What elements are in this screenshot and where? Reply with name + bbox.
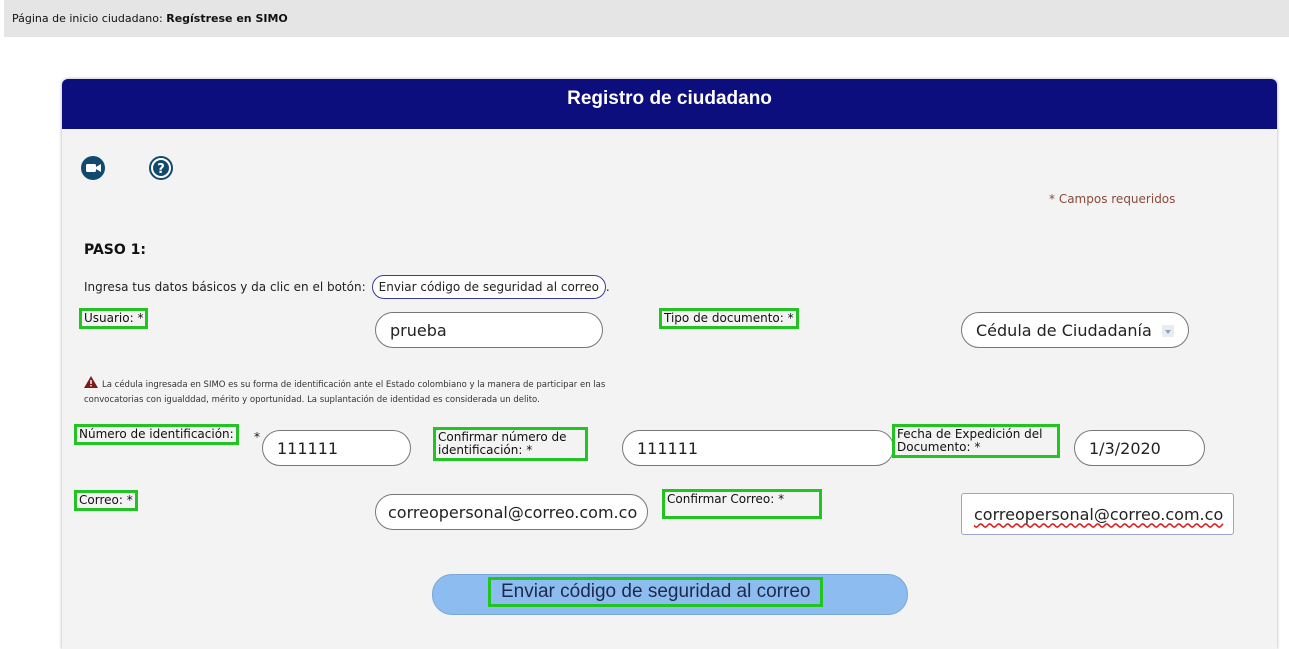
correo-label: Correo: *	[74, 490, 138, 511]
step-title: PASO 1:	[84, 242, 147, 258]
send-security-code-label: Enviar código de seguridad al correo	[488, 577, 823, 607]
registration-card	[62, 79, 1277, 649]
tipo-documento-label: Tipo de documento: *	[659, 308, 799, 329]
video-camera-icon[interactable]	[80, 155, 106, 181]
confirmar-numero-label	[433, 427, 588, 461]
confirmar-numero-value: 111111	[637, 438, 699, 458]
correo-input[interactable]	[375, 494, 648, 530]
numero-identificacion-label: Número de identificación:	[74, 424, 239, 445]
numero-identificacion-required: *	[254, 430, 260, 444]
correo-value: correopersonal@correo.com.co	[388, 502, 638, 522]
identity-warning	[84, 376, 684, 407]
fecha-expedicion-input[interactable]	[1074, 430, 1205, 466]
required-fields-note: * Campos requeridos	[1049, 192, 1176, 206]
fecha-expedicion-value: 1/3/2020	[1089, 438, 1161, 458]
confirmar-correo-value: correopersonal@correo.com.co	[974, 504, 1224, 524]
confirmar-correo-input[interactable]	[961, 493, 1234, 535]
top-breadcrumb-bar	[4, 0, 1289, 37]
instruction-text: Ingresa tus datos básicos y da clic en el botón:	[84, 280, 366, 294]
numero-identificacion-input[interactable]	[262, 430, 411, 466]
warning-icon	[84, 376, 98, 393]
fecha-expedicion-label	[892, 424, 1060, 458]
fecha-expedicion-label-2: Documento: *	[897, 440, 981, 454]
card-header	[62, 79, 1277, 129]
confirmar-correo-label: Confirmar Correo: *	[662, 489, 822, 519]
svg-text:?: ?	[157, 162, 165, 177]
warning-line-2: convocatorias con igualddad, mérito y oportunidad. La suplantación de identidad es considerada un delito.	[84, 395, 540, 405]
instruction-line	[84, 275, 610, 299]
send-security-code-button[interactable]	[432, 574, 908, 615]
chevron-down-icon	[1162, 325, 1174, 337]
breadcrumb	[12, 12, 288, 25]
tipo-documento-value: Cédula de Ciudadanía	[976, 320, 1152, 340]
instruction-inline-button: Enviar código de seguridad al correo	[372, 275, 606, 299]
breadcrumb-prefix: Página de inicio ciudadano:	[12, 12, 163, 25]
confirmar-numero-input[interactable]	[622, 430, 894, 466]
tipo-documento-select[interactable]	[961, 312, 1189, 348]
numero-identificacion-value: 111111	[277, 438, 339, 458]
usuario-input[interactable]	[375, 312, 603, 348]
usuario-value: prueba	[390, 320, 447, 340]
usuario-label: Usuario: *	[79, 308, 148, 329]
breadcrumb-current: Regístrese en SIMO	[166, 12, 288, 25]
warning-line-1: La cédula ingresada en SIMO es su forma de identificación ante el Estado colombiano y la manera de participar en las	[102, 380, 606, 390]
card-title: Registro de ciudadano	[567, 88, 772, 109]
confirmar-numero-label-2: identificación: *	[438, 443, 533, 457]
question-circle-icon[interactable]	[148, 155, 174, 181]
confirmar-numero-label-1: Confirmar número de	[438, 430, 567, 444]
fecha-expedicion-label-1: Fecha de Expedición del	[897, 427, 1043, 441]
instruction-end: .	[605, 280, 610, 294]
